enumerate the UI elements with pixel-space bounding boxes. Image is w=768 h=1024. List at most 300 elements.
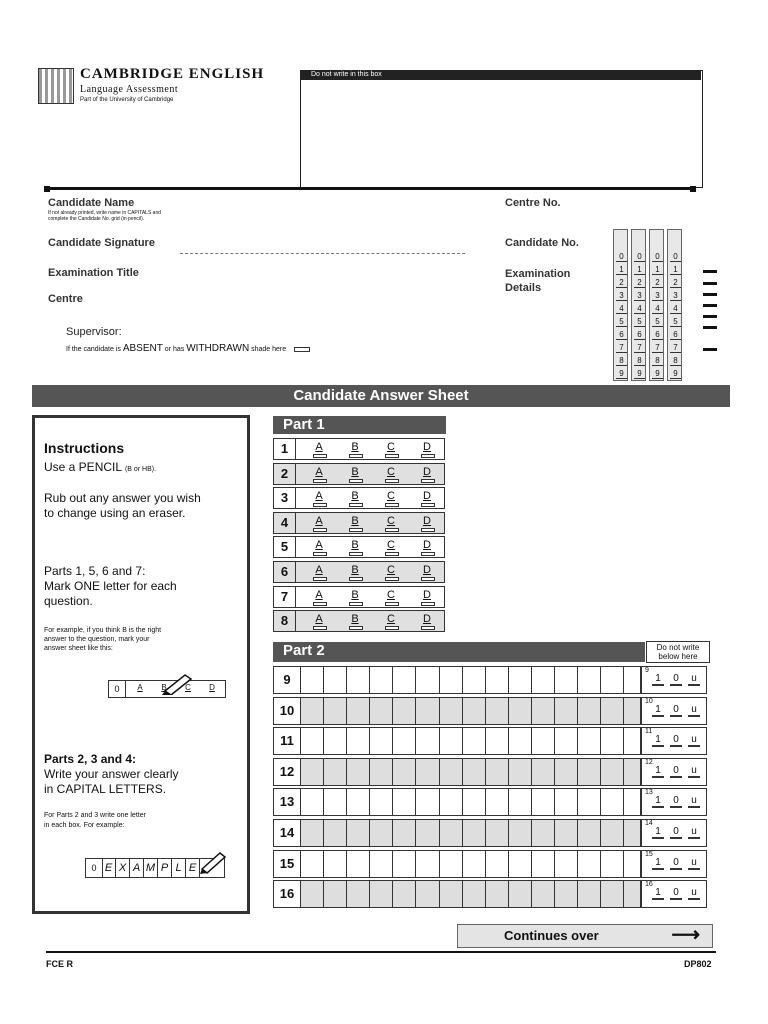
examiner-mark-option: u (688, 673, 700, 686)
candidate-number-digit[interactable]: 0 (616, 252, 627, 262)
letter-box[interactable] (509, 851, 532, 877)
part-2-question-row (273, 666, 707, 694)
examiner-mark-box (640, 759, 706, 785)
examiner-mark-option: 0 (670, 704, 682, 717)
letter-box[interactable] (301, 820, 324, 846)
letter-box[interactable] (463, 851, 486, 877)
letter-box[interactable] (393, 851, 416, 877)
letter-box[interactable] (578, 789, 601, 815)
letter-box[interactable] (393, 789, 416, 815)
candidate-number-digit[interactable]: 8 (634, 356, 645, 366)
candidate-number-digit[interactable]: 4 (652, 304, 663, 314)
part-1-question-row (273, 463, 445, 485)
letter-box[interactable] (555, 851, 578, 877)
pencil-instruction (44, 460, 156, 477)
signature-line[interactable] (180, 253, 465, 254)
examiner-mark-option: u (688, 795, 700, 808)
letter-box[interactable] (347, 728, 370, 754)
letter-box[interactable] (347, 698, 370, 724)
candidate-number-digit[interactable]: 9 (670, 369, 681, 379)
letter-box[interactable] (370, 789, 393, 815)
letter-box[interactable] (463, 759, 486, 785)
shade-here-text: shade here (251, 346, 287, 353)
letter-box[interactable] (532, 820, 555, 846)
question-number: 2 (274, 464, 296, 484)
parts-a-line-3: question. (44, 594, 93, 608)
exam-details-mark (703, 282, 717, 285)
candidate-number-digit[interactable]: 7 (634, 343, 645, 353)
continues-over-banner (457, 924, 713, 948)
examiner-mark-option: 1 (652, 765, 664, 778)
examiner-mark-option: 0 (670, 826, 682, 839)
part-2-question-row (273, 850, 707, 878)
part-1-question-row (273, 487, 445, 509)
letter-box[interactable] (509, 698, 532, 724)
candidate-number-digit[interactable]: 3 (652, 291, 663, 301)
letter-box[interactable] (532, 728, 555, 754)
letter-box[interactable] (301, 789, 324, 815)
question-number: 1 (274, 439, 296, 459)
candidate-number-digit[interactable]: 5 (634, 317, 645, 327)
letter-box[interactable] (578, 820, 601, 846)
examiner-mark-box (640, 820, 706, 846)
examiner-mark-option: 0 (670, 887, 682, 900)
letter-box[interactable] (601, 759, 624, 785)
answer-option-lozenge[interactable]: C (384, 589, 398, 601)
candidate-number-digit[interactable]: 6 (616, 330, 627, 340)
letter-box[interactable] (347, 667, 370, 693)
example-b-line-2: in each box. For example: (44, 822, 125, 829)
examiner-mark-option: 1 (652, 795, 664, 808)
exam-details-mark (703, 326, 717, 329)
examiner-mark-option: 1 (652, 857, 664, 870)
letter-box[interactable] (555, 728, 578, 754)
pencil-icon (159, 671, 199, 695)
example-b-line-1: For Parts 2 and 3 write one letter (44, 812, 146, 819)
answer-option-lozenge[interactable]: A (312, 589, 326, 601)
letter-box[interactable] (370, 851, 393, 877)
dnw-line-2: below here (658, 652, 698, 661)
absent-word: ABSENT (122, 343, 163, 354)
pencil-instruction-main: Use a PENCIL (44, 460, 122, 474)
candidate-no-label: Candidate No. (505, 237, 579, 249)
letter-box[interactable] (417, 851, 440, 877)
mark-box-question-number: 15 (645, 850, 653, 858)
letter-box[interactable] (509, 728, 532, 754)
candidate-number-digit[interactable]: 1 (670, 265, 681, 275)
answer-option-lozenge[interactable]: B (348, 613, 362, 625)
part-2-question-row (273, 758, 707, 786)
letter-box[interactable] (509, 667, 532, 693)
question-number: 11 (274, 728, 301, 754)
letter-box[interactable] (601, 851, 624, 877)
answer-option-lozenge[interactable]: B (348, 515, 362, 527)
letter-box[interactable] (324, 759, 347, 785)
part-1-question-row (273, 512, 445, 534)
letter-box[interactable] (509, 759, 532, 785)
letter-box[interactable] (532, 881, 555, 907)
candidate-number-digit[interactable]: 7 (652, 343, 663, 353)
letter-box[interactable] (601, 667, 624, 693)
part-2-question-row (273, 727, 707, 755)
letter-box[interactable] (509, 789, 532, 815)
letter-box[interactable] (601, 728, 624, 754)
letter-box[interactable] (578, 698, 601, 724)
letter-box[interactable] (532, 667, 555, 693)
letter-box[interactable] (486, 698, 509, 724)
candidate-number-digit[interactable]: 8 (670, 356, 681, 366)
letter-box[interactable] (347, 820, 370, 846)
letter-box[interactable] (601, 698, 624, 724)
letter-box[interactable] (393, 667, 416, 693)
candidate-number-digit[interactable]: 8 (652, 356, 663, 366)
answer-option-lozenge[interactable]: A (312, 539, 326, 551)
candidate-number-digit[interactable]: 0 (634, 252, 645, 262)
letter-box[interactable] (393, 698, 416, 724)
example-b-letter-box: E (102, 859, 116, 877)
do-not-write-box (300, 70, 703, 188)
letter-box[interactable] (555, 759, 578, 785)
part-2-do-not-write-label (646, 641, 710, 663)
candidate-number-digit[interactable]: 4 (670, 304, 681, 314)
letter-box[interactable] (417, 698, 440, 724)
letter-box[interactable] (578, 728, 601, 754)
example-a-line-3: answer sheet like this: (44, 645, 113, 652)
letter-box[interactable] (324, 851, 347, 877)
letter-box[interactable] (393, 820, 416, 846)
letter-box[interactable] (463, 881, 486, 907)
letter-box[interactable] (393, 728, 416, 754)
mark-box-question-number: 16 (645, 881, 653, 889)
letter-box[interactable] (393, 881, 416, 907)
brand-name: CAMBRIDGE ENGLISH (80, 66, 265, 82)
example-a-option: C (185, 683, 191, 692)
question-number: 13 (274, 789, 301, 815)
letter-box[interactable] (532, 698, 555, 724)
candidate-number-column (649, 229, 664, 381)
exam-details-mark (703, 348, 717, 351)
examiner-mark-option: u (688, 704, 700, 717)
answer-option-lozenge[interactable]: B (348, 539, 362, 551)
letter-box[interactable] (486, 881, 509, 907)
answer-option-lozenge[interactable]: C (384, 490, 398, 502)
mark-box-question-number: 14 (645, 820, 653, 827)
candidate-number-digit[interactable]: 7 (670, 343, 681, 353)
candidate-number-digit[interactable]: 0 (670, 252, 681, 262)
timing-mark (690, 186, 696, 192)
question-number: 14 (274, 820, 301, 846)
letter-box[interactable] (347, 789, 370, 815)
candidate-number-digit[interactable]: 2 (670, 278, 681, 288)
candidate-number-digit[interactable]: 1 (652, 265, 663, 275)
answer-option-lozenge[interactable]: A (312, 441, 326, 453)
candidate-number-digit[interactable]: 3 (634, 291, 645, 301)
letter-box[interactable] (440, 820, 463, 846)
part-2-question-row (273, 697, 707, 725)
candidate-number-digit[interactable]: 1 (634, 265, 645, 275)
answer-option-lozenge[interactable]: A (312, 466, 326, 478)
examiner-mark-option: u (688, 765, 700, 778)
candidate-number-digit[interactable]: 6 (634, 330, 645, 340)
candidate-number-digit[interactable]: 6 (652, 330, 663, 340)
answer-option-lozenge[interactable]: A (312, 564, 326, 576)
parts-a-line-2: Mark ONE letter for each (44, 579, 177, 593)
answer-option-lozenge[interactable]: C (384, 441, 398, 453)
letter-box[interactable] (486, 820, 509, 846)
letter-box[interactable] (417, 759, 440, 785)
letter-box[interactable] (370, 728, 393, 754)
example-a-number: 0 (109, 681, 126, 697)
part-2-question-row (273, 788, 707, 816)
letter-box[interactable] (532, 851, 555, 877)
question-number: 6 (274, 562, 296, 582)
letter-box[interactable] (509, 881, 532, 907)
letter-box[interactable] (347, 851, 370, 877)
answer-option-lozenge[interactable]: B (348, 466, 362, 478)
letter-box[interactable] (417, 667, 440, 693)
letter-box[interactable] (417, 881, 440, 907)
candidate-number-digit[interactable]: 4 (616, 304, 627, 314)
part-1-question-row (273, 561, 445, 583)
candidate-number-digit[interactable]: 9 (616, 369, 627, 379)
letter-box[interactable] (555, 820, 578, 846)
header-rule (46, 187, 696, 190)
do-not-write-label: Do not write in this box (301, 70, 701, 80)
example-a-option: B (161, 683, 167, 692)
supervisor-label: Supervisor: (66, 326, 122, 338)
parts-a-heading: Parts 1, 5, 6 and 7: (44, 564, 146, 578)
letter-box[interactable] (532, 789, 555, 815)
answer-option-lozenge[interactable]: D (420, 515, 434, 527)
candidate-number-digit[interactable]: 3 (616, 291, 627, 301)
letter-box[interactable] (463, 728, 486, 754)
answer-option-lozenge[interactable]: B (348, 490, 362, 502)
candidate-number-digit[interactable]: 6 (670, 330, 681, 340)
candidate-number-digit[interactable]: 7 (616, 343, 627, 353)
answer-option-lozenge[interactable]: C (384, 613, 398, 625)
letter-box[interactable] (440, 698, 463, 724)
question-number: 5 (274, 537, 296, 557)
brand-affiliation: Part of the University of Cambridge (80, 97, 174, 103)
candidate-number-digit[interactable]: 5 (670, 317, 681, 327)
letter-box[interactable] (324, 728, 347, 754)
candidate-number-digit[interactable]: 5 (616, 317, 627, 327)
instructions-panel (32, 415, 250, 914)
mark-box-question-number: 10 (645, 697, 653, 705)
cambridge-shield-logo (38, 68, 74, 104)
candidate-number-digit[interactable]: 2 (616, 278, 627, 288)
letter-box[interactable] (509, 820, 532, 846)
letter-box[interactable] (440, 881, 463, 907)
candidate-number-digit[interactable]: 4 (634, 304, 645, 314)
exam-details-mark (703, 315, 717, 318)
candidate-number-digit[interactable]: 3 (670, 291, 681, 301)
answer-option-lozenge[interactable]: D (420, 441, 434, 453)
letter-box[interactable] (463, 820, 486, 846)
letter-box[interactable] (370, 881, 393, 907)
answer-option-lozenge[interactable]: C (384, 539, 398, 551)
example-b-letter-box: L (172, 859, 186, 877)
letter-box[interactable] (440, 728, 463, 754)
letter-box[interactable] (555, 881, 578, 907)
letter-box[interactable] (370, 820, 393, 846)
letter-box[interactable] (301, 881, 324, 907)
letter-box[interactable] (417, 820, 440, 846)
candidate-number-digit[interactable]: 8 (616, 356, 627, 366)
example-a-line-2: answer to the question, mark your (44, 636, 150, 643)
letter-box[interactable] (324, 881, 347, 907)
letter-box[interactable] (486, 851, 509, 877)
example-b-letter-box: M (144, 859, 158, 877)
part-1-question-row (273, 586, 445, 608)
letter-box[interactable] (370, 698, 393, 724)
centre-no-label: Centre No. (505, 197, 561, 209)
candidate-number-column (613, 229, 628, 381)
mark-box-question-number: 9 (645, 667, 649, 674)
candidate-number-digit[interactable]: 1 (616, 265, 627, 275)
letter-box[interactable] (393, 759, 416, 785)
examiner-mark-option: 1 (652, 673, 664, 686)
answer-option-lozenge[interactable]: A (312, 515, 326, 527)
answer-option-lozenge[interactable]: A (312, 490, 326, 502)
answer-option-lozenge[interactable]: B (348, 441, 362, 453)
answer-option-lozenge[interactable]: C (384, 564, 398, 576)
letter-box[interactable] (370, 667, 393, 693)
letter-box[interactable] (440, 759, 463, 785)
letter-box[interactable] (532, 759, 555, 785)
candidate-number-digit[interactable]: 0 (652, 252, 663, 262)
letter-box[interactable] (578, 881, 601, 907)
letter-box[interactable] (555, 789, 578, 815)
examiner-mark-option: 1 (652, 734, 664, 747)
answer-option-lozenge[interactable]: D (420, 613, 434, 625)
letter-box[interactable] (486, 789, 509, 815)
question-number: 15 (274, 851, 301, 877)
rub-instruction-1: Rub out any answer you wish (44, 491, 201, 505)
instructions-title: Instructions (44, 440, 125, 456)
letter-box[interactable] (440, 789, 463, 815)
letter-box[interactable] (347, 759, 370, 785)
examiner-mark-box (640, 667, 706, 693)
candidate-name-note: If not already printed, write name in CAPITALS and complete the Candidate No. grid (in pencil). (48, 210, 162, 222)
candidate-number-digit[interactable]: 9 (652, 369, 663, 379)
letter-box[interactable] (555, 698, 578, 724)
letter-box[interactable] (486, 759, 509, 785)
mark-box-question-number: 12 (645, 758, 653, 766)
candidate-number-digit[interactable]: 2 (634, 278, 645, 288)
example-a-option: D (209, 683, 215, 692)
answer-option-lozenge[interactable]: C (384, 466, 398, 478)
examiner-mark-option: 1 (652, 704, 664, 717)
letter-box[interactable] (578, 851, 601, 877)
absent-shade-box[interactable] (294, 347, 310, 352)
examiner-mark-option: 0 (670, 673, 682, 686)
candidate-number-digit[interactable]: 5 (652, 317, 663, 327)
letter-box[interactable] (578, 759, 601, 785)
question-number: 16 (274, 881, 301, 907)
answer-sheet-banner: Candidate Answer Sheet (32, 385, 730, 407)
example-b-letter-box: E (186, 859, 200, 877)
letter-box[interactable] (324, 698, 347, 724)
question-number: 8 (274, 611, 296, 631)
answer-option-lozenge[interactable]: D (420, 466, 434, 478)
answer-option-lozenge[interactable]: C (384, 515, 398, 527)
exam-details-mark (703, 270, 717, 273)
answer-option-lozenge[interactable]: D (420, 539, 434, 551)
answer-option-lozenge[interactable]: D (420, 490, 434, 502)
letter-box[interactable] (324, 667, 347, 693)
letter-box[interactable] (347, 881, 370, 907)
footer-left-code: FCE R (46, 959, 73, 969)
example-a-line-1: For example, if you think B is the right (44, 627, 162, 634)
examiner-mark-option: u (688, 826, 700, 839)
letter-box[interactable] (301, 759, 324, 785)
example-b-number: 0 (86, 859, 103, 877)
letter-box[interactable] (440, 851, 463, 877)
letter-box[interactable] (417, 728, 440, 754)
examiner-mark-option: 1 (652, 826, 664, 839)
letter-box[interactable] (301, 698, 324, 724)
letter-box[interactable] (370, 759, 393, 785)
letter-box[interactable] (463, 667, 486, 693)
letter-box[interactable] (486, 728, 509, 754)
question-number: 4 (274, 513, 296, 533)
letter-box[interactable] (601, 881, 624, 907)
absent-withdrawn-note (66, 343, 310, 354)
letter-box[interactable] (555, 667, 578, 693)
letter-box[interactable] (301, 851, 324, 877)
examiner-mark-option: 0 (670, 857, 682, 870)
examiner-mark-option: 0 (670, 765, 682, 778)
answer-option-lozenge[interactable]: D (420, 589, 434, 601)
examiner-mark-option: u (688, 887, 700, 900)
letter-box[interactable] (463, 698, 486, 724)
rub-instruction-2: to change using an eraser. (44, 506, 186, 520)
examiner-mark-option: 0 (670, 795, 682, 808)
part-1-question-row (273, 438, 445, 460)
answer-option-lozenge[interactable]: B (348, 589, 362, 601)
letter-box[interactable] (601, 820, 624, 846)
answer-option-lozenge[interactable]: A (312, 613, 326, 625)
letter-box[interactable] (440, 667, 463, 693)
candidate-number-digit[interactable]: 9 (634, 369, 645, 379)
letter-box[interactable] (324, 789, 347, 815)
letter-box[interactable] (324, 820, 347, 846)
answer-option-lozenge[interactable]: D (420, 564, 434, 576)
examination-details-label-2: Details (505, 282, 542, 294)
candidate-number-column (631, 229, 646, 381)
absent-prefix: If the candidate is (66, 346, 121, 353)
letter-box[interactable] (417, 789, 440, 815)
letter-box[interactable] (463, 789, 486, 815)
part-1-question-row (273, 610, 445, 632)
part-2-header: Part 2 (273, 642, 645, 662)
example-b-row (85, 858, 225, 878)
letter-box[interactable] (301, 667, 324, 693)
candidate-number-column (667, 229, 682, 381)
or-has-text: or has (164, 346, 185, 353)
candidate-number-digit[interactable]: 2 (652, 278, 663, 288)
letter-box[interactable] (301, 728, 324, 754)
withdrawn-word: WITHDRAWN (186, 343, 250, 354)
examiner-mark-box (640, 851, 706, 877)
letter-box[interactable] (601, 789, 624, 815)
examiner-mark-box (640, 881, 706, 907)
letter-box[interactable] (578, 667, 601, 693)
letter-box[interactable] (486, 667, 509, 693)
footer-rule (46, 951, 716, 953)
answer-option-lozenge[interactable]: B (348, 564, 362, 576)
